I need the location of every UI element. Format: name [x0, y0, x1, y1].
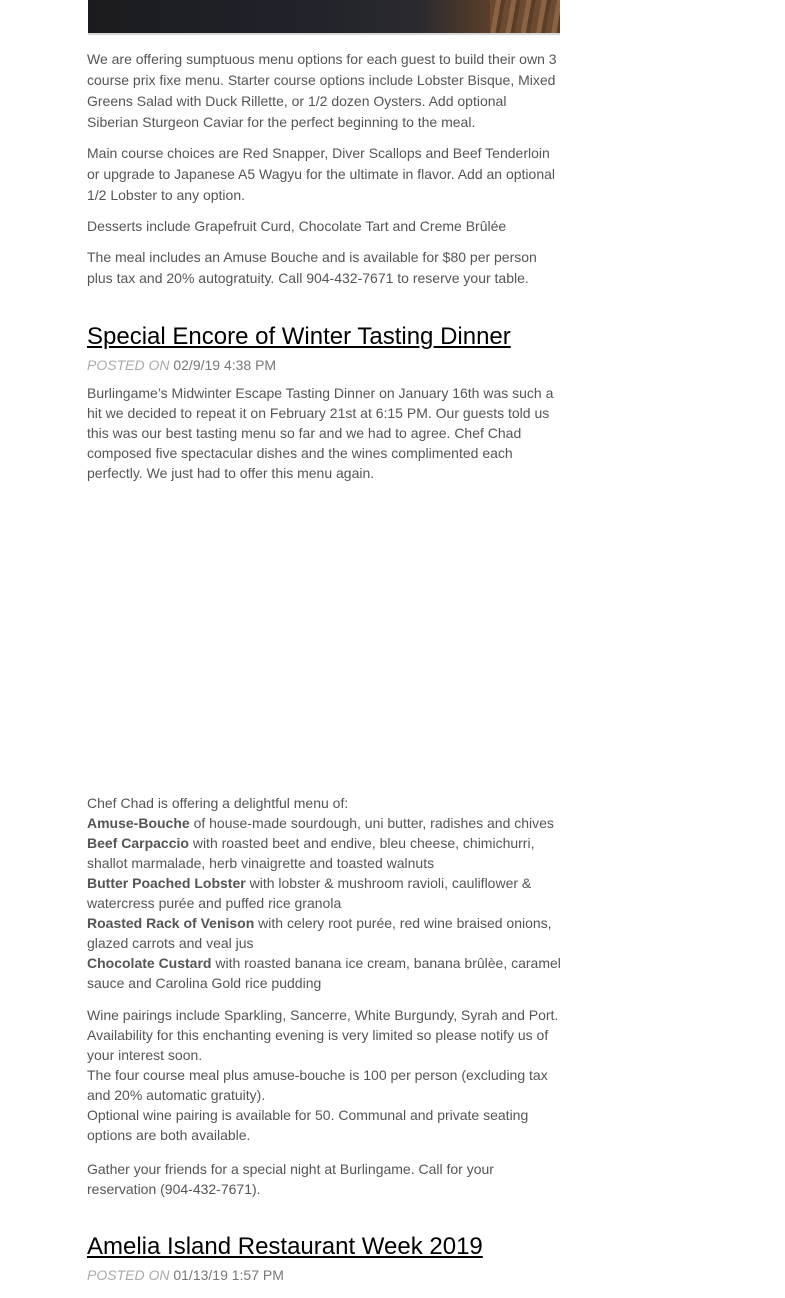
- post-hero-image: [88, 0, 560, 35]
- menu-item-name: Butter Poached Lobster: [87, 875, 246, 891]
- closing-text: Gather your friends for a special night at Burlingame. Call for your reservation (904-432-7671).: [87, 1161, 494, 1197]
- menu-item: [87, 873, 561, 913]
- menu-item-desc: of house-made sourdough, uni butter, radishes and chives: [193, 815, 554, 831]
- wine-option-note: Optional wine pairing is available for 50. Communal and private seating options are both available.: [87, 1107, 529, 1143]
- post2-intro: Burlingame’s Midwinter Escape Tasting Dinner on January 16th was such a hit we decided to repeat it on February 21st at 6:15 PM. Our guests told us this was our best tasting menu so far and we had to agree. Chef Chad composed five spectacular dishes and the wines complimented each perfectly. We just had to offer this menu again.: [87, 385, 554, 481]
- post-meta: [87, 1266, 561, 1284]
- menu-item: [87, 953, 561, 993]
- post1-paragraph: The meal includes an Amuse Bouche and is available for $80 per person plus tax and 20% autogratuity. Call 904-432-7671 to reserve your table.: [87, 249, 537, 286]
- menu-item-name: Roasted Rack of Venison: [87, 915, 255, 931]
- hero-edge: [88, 33, 560, 35]
- post1-paragraph: We are offering sumptuous menu options for each guest to build their own 3 course prix fixe menu. Starter course options include Lobster Bisque, Mixed Greens Salad with Duck Rillette, or 1/2 dozen Oysters. Add optional Siberian Sturgeon Caviar for the perfect beginning to the meal.: [87, 51, 557, 130]
- menu-item: [87, 813, 561, 833]
- wine-pairings: Wine pairings include Sparkling, Sancerre, White Burgundy, Syrah and Port.: [87, 1007, 559, 1023]
- price-note: The four course meal plus amuse-bouche is 100 per person (excluding tax and 20% automatic gratuity).: [87, 1067, 548, 1103]
- posted-on-label: POSTED ON: [87, 357, 170, 373]
- post2-details: [87, 1005, 561, 1145]
- post-date: 02/9/19 4:38 PM: [173, 357, 277, 373]
- posted-on-label: POSTED ON: [87, 1267, 170, 1283]
- hero-wood-detail: [490, 0, 560, 35]
- menu-item-name: Chocolate Custard: [87, 955, 212, 971]
- post-title-link[interactable]: Special Encore of Winter Tasting Dinner: [87, 323, 511, 350]
- menu-item-desc: with celery root purée, red wine braised onions, glazed carrots and veal jus: [87, 915, 552, 951]
- menu-item-name: Beef Carpaccio: [87, 835, 189, 851]
- post-date: 01/13/19 1:57 PM: [173, 1267, 284, 1283]
- post1-body: [87, 49, 561, 289]
- post2-menu: [87, 793, 561, 993]
- post2-closing: [87, 1159, 561, 1199]
- post1-paragraph: Desserts include Grapefruit Curd, Chocolate Tart and Creme Brûlée: [87, 218, 507, 234]
- post1-paragraph: Main course choices are Red Snapper, Diver Scallops and Beef Tenderloin or upgrade to Japanese A5 Wagyu for the ultimate in flavor. Add an optional 1/2 Lobster to any option.: [87, 145, 556, 203]
- post-meta: [87, 356, 561, 374]
- menu-item-desc: with roasted beet and endive, bleu cheese, chimichurri, shallot marmalade, herb vinaigrette and toasted walnuts: [87, 835, 535, 871]
- menu-item: [87, 833, 561, 873]
- menu-item-name: Amuse-Bouche: [87, 815, 190, 831]
- post2-intro-block: [87, 383, 561, 483]
- post-title-link[interactable]: Amelia Island Restaurant Week 2019: [87, 1233, 483, 1260]
- menu-intro: Chef Chad is offering a delightful menu of:: [87, 795, 349, 811]
- menu-item-desc: with roasted banana ice cream, banana brûlèe, caramel sauce and Carolina Gold rice pudding: [87, 955, 561, 991]
- menu-item: [87, 913, 561, 953]
- availability-note: Availability for this enchanting evening is very limited so please notify us of your interest soon.: [87, 1027, 549, 1063]
- menu-item-desc: with lobster & mushroom ravioli, cauliflower & watercress purée and puffed rice granola: [87, 875, 532, 911]
